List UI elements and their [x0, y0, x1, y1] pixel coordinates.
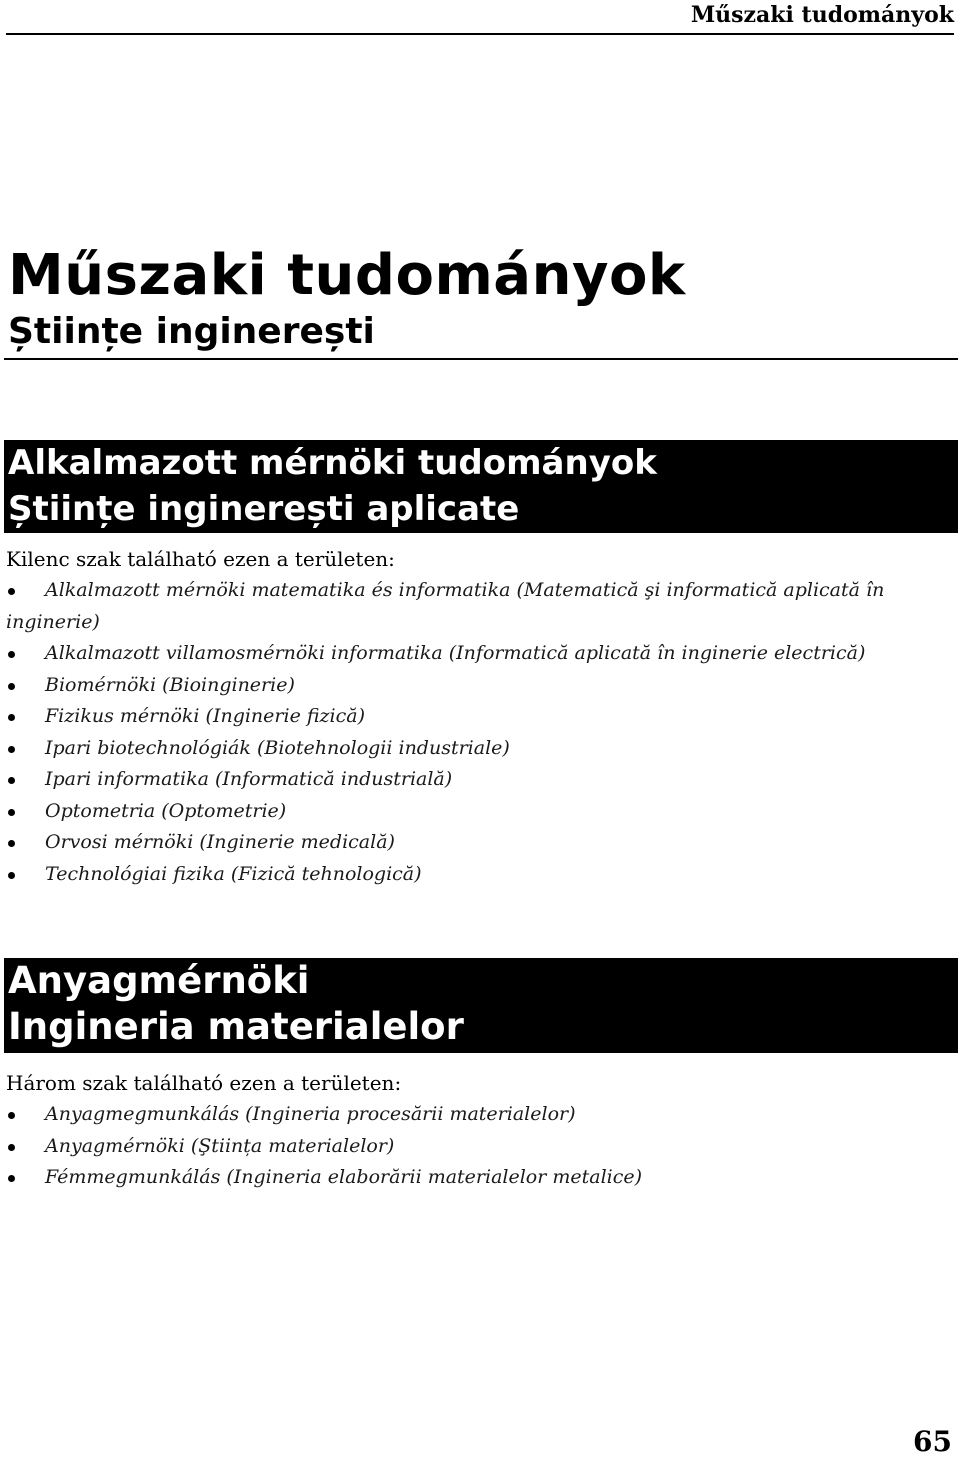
list-item-text: Alkalmazott mérnöki matematika és informatika (Matematică şi informatică aplicată în inginerie) — [6, 579, 885, 633]
list-item — [6, 575, 956, 638]
list-item — [6, 859, 956, 891]
running-header: Műszaki tudományok — [6, 0, 954, 35]
page-title: Műszaki tudományok — [8, 243, 686, 308]
bullet-icon — [8, 1175, 15, 1182]
list-item-text: Fizikus mérnöki (Inginerie fizică) — [45, 705, 365, 727]
section-subtitle: Științe inginerești aplicate — [8, 489, 520, 529]
list-item — [6, 1131, 956, 1163]
list-item-text: Fémmegmunkálás (Ingineria elaborării materialelor metalice) — [45, 1166, 643, 1188]
bullet-icon — [8, 872, 15, 879]
list-item-text: Biomérnöki (Bioinginerie) — [45, 673, 295, 696]
list-item — [6, 638, 956, 670]
program-list — [6, 575, 956, 890]
list-item-text: Optometria (Optometrie) — [45, 799, 287, 822]
list-item — [6, 764, 956, 796]
section-body-applied-engineering — [6, 544, 956, 890]
page-number: 65 — [913, 1425, 952, 1458]
section-heading-materials-engineering — [4, 958, 958, 1053]
list-item-text: Alkalmazott villamosmérnöki informatika (Informatică aplicată în inginerie electrică) — [45, 642, 866, 664]
section-intro: Kilenc szak található ezen a területen: — [6, 547, 395, 571]
program-list — [6, 1099, 956, 1194]
list-item-text: Orvosi mérnöki (Inginerie medicală) — [45, 831, 395, 853]
list-item — [6, 1162, 956, 1194]
bullet-icon — [8, 840, 15, 847]
list-item-text: Technológiai fizika (Fizică tehnologică) — [45, 862, 422, 885]
main-heading — [4, 238, 958, 360]
bullet-icon — [8, 588, 15, 595]
section-title: Anyagmérnöki — [8, 959, 310, 1002]
page-subtitle: Științe inginerești — [8, 311, 375, 352]
list-item — [6, 796, 956, 828]
section-subtitle: Ingineria materialelor — [8, 1005, 464, 1048]
bullet-icon — [8, 777, 15, 784]
list-item-text: Ipari informatika (Informatică industrială) — [45, 768, 453, 790]
bullet-icon — [8, 1144, 15, 1151]
section-heading-applied-engineering — [4, 440, 958, 533]
list-item — [6, 733, 956, 765]
list-item-text: Ipari biotechnológiák (Biotehnologii industriale) — [45, 736, 510, 759]
list-item — [6, 827, 956, 859]
bullet-icon — [8, 683, 15, 690]
bullet-icon — [8, 651, 15, 658]
list-item-text: Anyagmegmunkálás (Ingineria procesării materialelor) — [45, 1103, 576, 1125]
bullet-icon — [8, 746, 15, 753]
section-intro: Három szak található ezen a területen: — [6, 1071, 402, 1095]
list-item — [6, 701, 956, 733]
list-item — [6, 670, 956, 702]
bullet-icon — [8, 714, 15, 721]
bullet-icon — [8, 809, 15, 816]
section-title: Alkalmazott mérnöki tudományok — [8, 443, 657, 483]
list-item-text: Anyagmérnöki (Ştiința materialelor) — [45, 1134, 395, 1157]
section-body-materials-engineering — [6, 1068, 956, 1194]
bullet-icon — [8, 1112, 15, 1119]
list-item — [6, 1099, 956, 1131]
